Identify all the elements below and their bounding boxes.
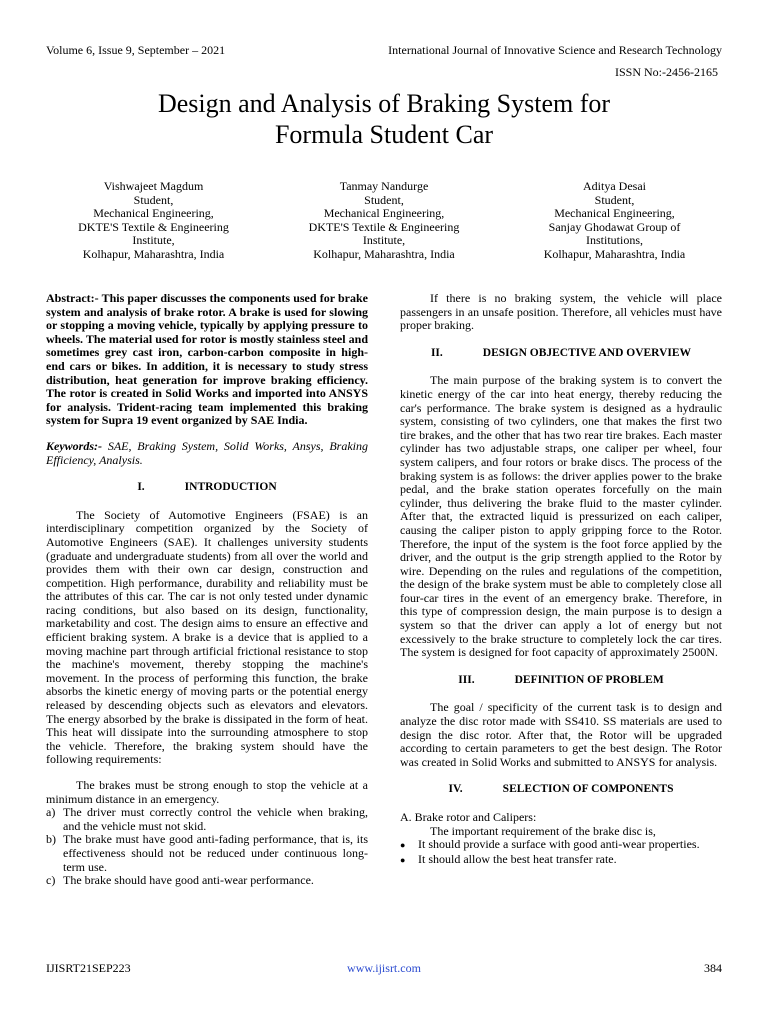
section-heading-problem bbox=[400, 674, 722, 688]
bullet-item bbox=[400, 853, 722, 868]
author-location: Kolhapur, Maharashtra, India bbox=[313, 246, 455, 261]
title-line-2: Formula Student Car bbox=[274, 120, 494, 149]
author-2 bbox=[277, 180, 492, 262]
subsection-title: A. Brake rotor and Calipers: bbox=[400, 810, 537, 824]
title-line-1: Design and Analysis of Braking System for bbox=[157, 89, 611, 118]
author-name: Tanmay Nandurge bbox=[339, 179, 429, 193]
list-item bbox=[46, 806, 368, 833]
footer-link-wrap bbox=[0, 961, 768, 976]
left-column bbox=[46, 292, 368, 888]
bullet-text: It should provide a surface with good anti-wear properties. bbox=[418, 837, 700, 852]
section-heading-components bbox=[400, 783, 722, 797]
section-number: III. bbox=[458, 673, 475, 686]
list-item bbox=[46, 874, 368, 888]
page-number: 384 bbox=[704, 961, 722, 975]
author-role: Student, bbox=[133, 192, 174, 207]
bullet-text: It should allow the best heat transfer rate. bbox=[418, 851, 617, 866]
author-inst-2: Institute, bbox=[362, 233, 406, 248]
keywords-label: Keywords:- bbox=[46, 438, 102, 453]
section-title: DESIGN OBJECTIVE AND OVERVIEW bbox=[482, 346, 692, 359]
author-dept: Mechanical Engineering, bbox=[554, 206, 675, 221]
subsection-text: The important requirement of the brake disc is, bbox=[430, 823, 656, 838]
section-title: DEFINITION OF PROBLEM bbox=[514, 673, 664, 686]
paper-id: IJISRT21SEP223 bbox=[46, 961, 131, 975]
section-heading-design-objective bbox=[400, 347, 722, 361]
section-title: INTRODUCTION bbox=[184, 481, 277, 494]
author-dept: Mechanical Engineering, bbox=[93, 206, 214, 221]
author-dept: Mechanical Engineering, bbox=[323, 206, 445, 221]
author-role: Student, bbox=[594, 192, 635, 207]
paper-title bbox=[0, 88, 768, 150]
bullet-icon: ● bbox=[400, 840, 406, 851]
keywords-text: SAE, Braking System, Solid Works, Ansys, Braking Efficiency, Analysis. bbox=[46, 438, 368, 467]
section-number: I. bbox=[137, 481, 145, 494]
section-heading-introduction bbox=[46, 481, 368, 495]
section-title: SELECTION OF COMPONENTS bbox=[502, 783, 674, 796]
journal-name: International Journal of Innovative Science and Research Technology bbox=[388, 43, 722, 57]
author-name: Vishwajeet Magdum bbox=[103, 179, 204, 193]
author-3 bbox=[507, 180, 722, 262]
requirements-paragraph: The brakes must be strong enough to stop the vehicle at a minimum distance in an emergency. bbox=[46, 778, 368, 806]
author-inst-2: Institute, bbox=[132, 233, 175, 248]
keywords bbox=[46, 440, 368, 467]
abstract: Abstract:- This paper discusses the components used for brake system and analysis of brake rotor. A brake is used for slowing or stopping a moving vehicle, typically by applying pressure to wheels. The material used for rotor is mostly stainless steel and sometimes grey cast iron, carbon-carbon composite in high-end cars or bikes. In addition, it is necessary to study stress distribution, heat generation for improve braking efficiency. The rotor is created in Solid Works and imported into ANSYS for analysis. Trident-racing team implemented this braking system for Supra 19 event organized by SAE India. bbox=[46, 291, 368, 428]
intro-continuation: If there is no braking system, the vehicle will place passengers in an unsafe position. Therefore, all vehicles must have proper braking. bbox=[400, 291, 722, 333]
issn: ISSN No:-2456-2165 bbox=[614, 65, 718, 79]
journal-website-link[interactable]: www.ijisrt.com bbox=[347, 961, 421, 975]
author-location: Kolhapur, Maharashtra, India bbox=[82, 246, 225, 261]
author-name: Aditya Desai bbox=[583, 179, 646, 193]
list-text: The brake must have good anti-fading performance, that is, its effectiveness should not be reduced under continuous long-term use. bbox=[63, 832, 368, 874]
list-marker: a) bbox=[46, 805, 56, 820]
intro-paragraph: The Society of Automotive Engineers (FSAE) is an interdisciplinary competition organized by the Society of Automotive Engineers (SAE). It challenges university students (graduate and undergraduate students) from all over the world and provides them with their own car design, construction and competition. High performance, durability and reliability must be the attributes of this car. The car is not only tested under dynamic racing conditions, but also based on its design, functionality, marketability and cost. The design aims to ensure an effective and efficient braking system. A brake is a device that is applied to a moving machine part through artificial frictional resistance to stop the machine's movement, thereby stopping the machine's movement. In the process of performing this function, the brake absorbs the kinetic energy of moving parts or the potential energy released by descending objects such as elevators and elevators. The energy absorbed by the brake is dissipated in the form of heat. This heat will dissipate into the surrounding atmosphere to stop the vehicle. Therefore, the braking system should have the following requirements: bbox=[46, 507, 368, 767]
list-text: The driver must correctly control the vehicle when braking, and the vehicle must not skid. bbox=[63, 805, 368, 833]
bullet-item bbox=[400, 838, 722, 853]
author-inst: Sanjay Ghodawat Group of bbox=[548, 219, 681, 234]
author-block bbox=[46, 180, 722, 262]
right-column bbox=[400, 292, 722, 867]
author-inst-2: Institutions, bbox=[585, 233, 643, 248]
journal-volume: Volume 6, Issue 9, September – 2021 bbox=[46, 43, 226, 57]
section-number: II. bbox=[430, 346, 443, 359]
design-paragraph: The main purpose of the braking system is to convert the kinetic energy of the car into heat energy, thereby reducing the car's performance. The brake system is designed as a hydraulic system, consisting of two cylinders, one that makes the first two tire brakes, and the other that has two rear tire brakes. Each master cylinder has two adjustable straps, one caliper per wheel, four system calipers, and four rotors or brake discs. The process of the braking system is as follows: the driver applies power to the brake pedal, and the brake station operates forcefully on the main cylinder, thus delivering the brake fluid to the master cylinder. After that, the extracted liquid is pressurized on each caliper, causing the caliper piston to apply gripping force to the Rotor. Therefore, the input of the system is the foot force applied by the driver, and the output is the grip strength applied to the Rotor by wire. Depending on the rules and regulations of the competition, the design of the brake system must be able to completely close all four-car tires in the event of an emergency brake. Therefore, in this type of compression design, the main purpose is to design a system so that the driver can apply a lot of energy but not excessively to the brake structure to completely lock the car tires. The system is designed for foot capacity of approximately 2500N. bbox=[400, 373, 722, 660]
author-1 bbox=[46, 180, 261, 262]
list-text: The brake should have good anti-wear performance. bbox=[63, 873, 314, 888]
author-role: Student, bbox=[364, 192, 404, 207]
list-marker: c) bbox=[46, 873, 56, 888]
list-marker: b) bbox=[46, 832, 56, 847]
author-inst: DKTE'S Textile & Engineering bbox=[308, 219, 460, 234]
author-location: Kolhapur, Maharashtra, India bbox=[543, 246, 686, 261]
list-item bbox=[46, 833, 368, 874]
author-inst: DKTE'S Textile & Engineering bbox=[78, 219, 229, 234]
problem-paragraph: The goal / specificity of the current task is to design and analyze the disc rotor made with SS410. SS materials are used to design the disc rotor. After that, the Rotor will be upgraded according to certain parameters to get the best design. The Rotor was created in Solid Works and submitted to ANSYS for analysis. bbox=[400, 700, 722, 769]
bullet-icon: ● bbox=[400, 854, 406, 865]
section-number: IV. bbox=[448, 783, 463, 796]
